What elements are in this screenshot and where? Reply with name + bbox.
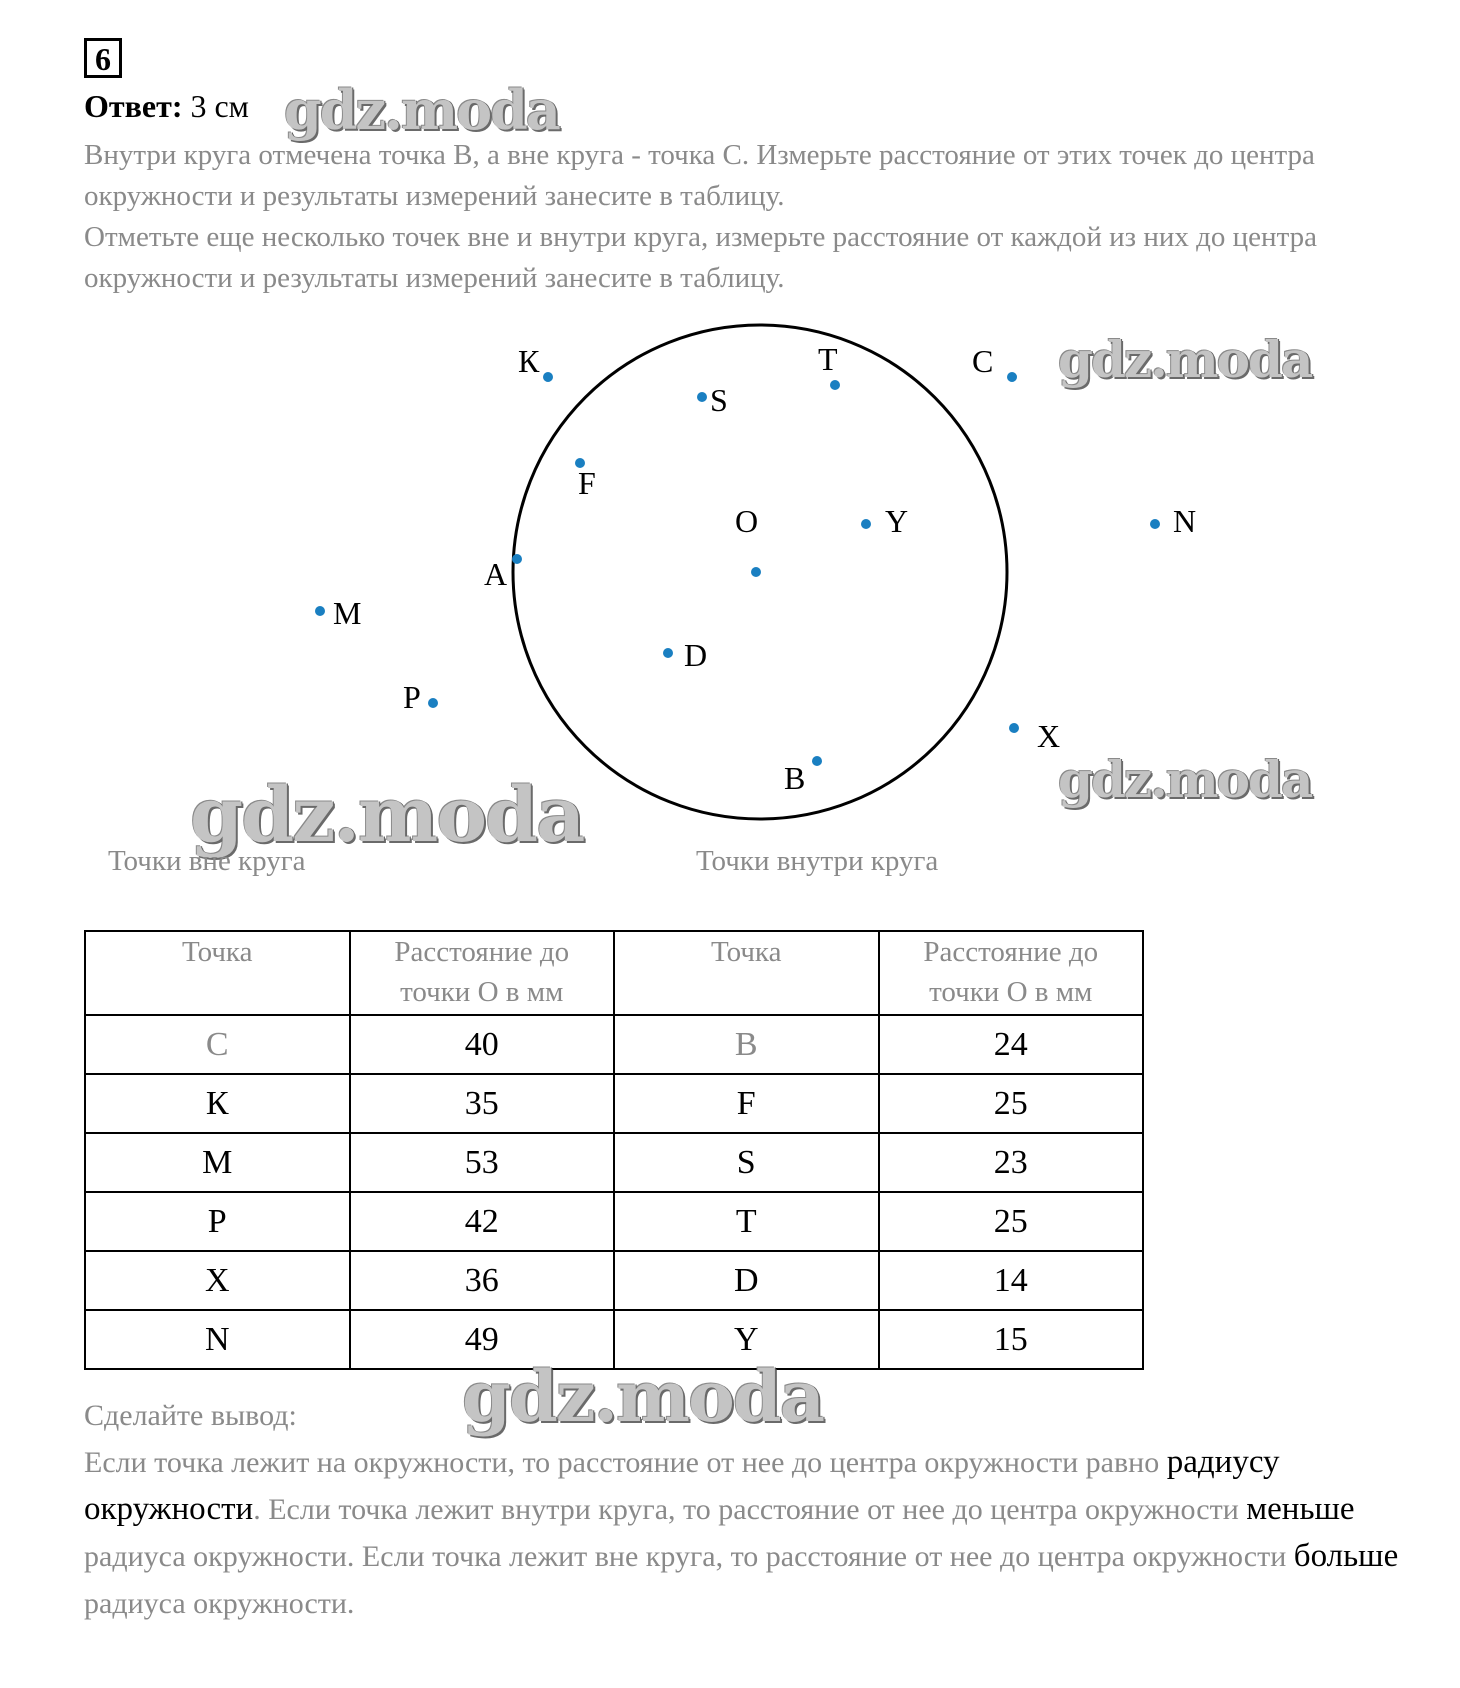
instruction-paragraph-2: Отметьте еще несколько точек вне и внутри круга, измерьте расстояние от каждой из них до центра окружности и результаты измерений занесите в таблицу. [84, 221, 1317, 294]
cell-in-dist: 23 [879, 1133, 1144, 1192]
point-X [1009, 723, 1019, 733]
label-C: C [972, 343, 994, 379]
answer-less: меньше [1246, 1491, 1355, 1527]
cell-out-point: X [85, 1251, 350, 1310]
label-N: N [1173, 503, 1197, 539]
point-K [543, 372, 553, 382]
table-row [85, 1251, 1143, 1310]
point-B [812, 756, 822, 766]
caption-inside: Точки внутри круга [696, 845, 939, 877]
answer-value: 3 см [182, 88, 249, 124]
label-P: P [403, 679, 421, 715]
label-F: F [578, 465, 596, 501]
cell-out-point: N [85, 1310, 350, 1369]
label-X: X [1037, 718, 1061, 754]
header-distance-outside: Расстояние до точки О в мм [350, 931, 615, 1015]
answer-greater: больше [1293, 1538, 1399, 1574]
table-row [85, 1133, 1143, 1192]
cell-out-dist: 53 [350, 1133, 615, 1192]
cell-in-point: T [614, 1192, 879, 1251]
watermark: gdz.moda [1058, 750, 1312, 809]
cell-out-point: С [85, 1015, 350, 1074]
cell-in-point: В [614, 1015, 879, 1074]
point-C [1007, 372, 1017, 382]
label-B: B [784, 760, 806, 796]
header-distance-inside: Расстояние до точки О в мм [879, 931, 1144, 1015]
point-M [315, 606, 325, 616]
watermark: gdz.moda [462, 1355, 824, 1438]
cell-in-point: Y [614, 1310, 879, 1369]
point-P [428, 698, 438, 708]
point-T [830, 380, 840, 390]
cell-in-point: D [614, 1251, 879, 1310]
point-Y [861, 519, 871, 529]
label-Y: Y [885, 503, 909, 539]
distance-table [84, 930, 1144, 1370]
answer-radius: радиусу окружности [84, 1444, 1280, 1527]
label-O: O [735, 503, 759, 539]
watermark: gdz.moda [1058, 330, 1312, 389]
task-number: 6 [84, 38, 122, 78]
watermark: gdz.moda [190, 770, 584, 859]
point-A [512, 554, 522, 564]
cell-in-point: F [614, 1074, 879, 1133]
caption-outside: Точки вне круга [108, 845, 306, 877]
label-T: T [818, 341, 838, 377]
table-row [85, 1192, 1143, 1251]
point-D [663, 648, 673, 658]
cell-out-dist: 49 [350, 1310, 615, 1369]
header-point-inside: Точка [614, 931, 879, 1015]
table-header-row [85, 931, 1143, 1015]
table-row [85, 1015, 1143, 1074]
point-S [697, 392, 707, 402]
instruction-paragraph-1: Внутри круга отмечена точка В, а вне круга - точка С. Измерьте расстояние от этих точек до центра окружности и результаты измерений занесите в таблицу. [84, 139, 1315, 212]
label-D: D [684, 637, 708, 673]
cell-out-dist: 42 [350, 1192, 615, 1251]
label-K: К [518, 343, 540, 379]
conclusion [84, 1392, 1424, 1627]
cell-out-point: M [85, 1133, 350, 1192]
label-A: A [484, 556, 508, 592]
point-O [751, 567, 761, 577]
header-point-outside: Точка [85, 931, 350, 1015]
answer-label: Ответ: [84, 88, 183, 124]
cell-in-dist: 15 [879, 1310, 1144, 1369]
watermark: gdz.moda [284, 78, 559, 142]
label-M: M [333, 595, 362, 631]
point-N [1150, 519, 1160, 529]
table-row [85, 1074, 1143, 1133]
answer-line [84, 88, 249, 125]
label-S: S [710, 382, 728, 418]
cell-in-point: S [614, 1133, 879, 1192]
cell-out-point: P [85, 1192, 350, 1251]
cell-in-dist: 24 [879, 1015, 1144, 1074]
cell-in-dist: 14 [879, 1251, 1144, 1310]
cell-in-dist: 25 [879, 1074, 1144, 1133]
conclusion-title: Сделайте вывод: [84, 1399, 297, 1432]
conclusion-text: Если точка лежит на окружности, то расстояние от нее до центра окружности равно радиусу окружности. Если точка лежит внутри круга, то расстояние от нее до центра окружности меньше радиуса окружности. Если точка лежит вне круга, то расстояние от нее до центра окружности больше радиуса окружности. [84, 1444, 1399, 1620]
cell-in-dist: 25 [879, 1192, 1144, 1251]
cell-out-dist: 36 [350, 1251, 615, 1310]
cell-out-dist: 35 [350, 1074, 615, 1133]
cell-out-point: К [85, 1074, 350, 1133]
cell-out-dist: 40 [350, 1015, 615, 1074]
